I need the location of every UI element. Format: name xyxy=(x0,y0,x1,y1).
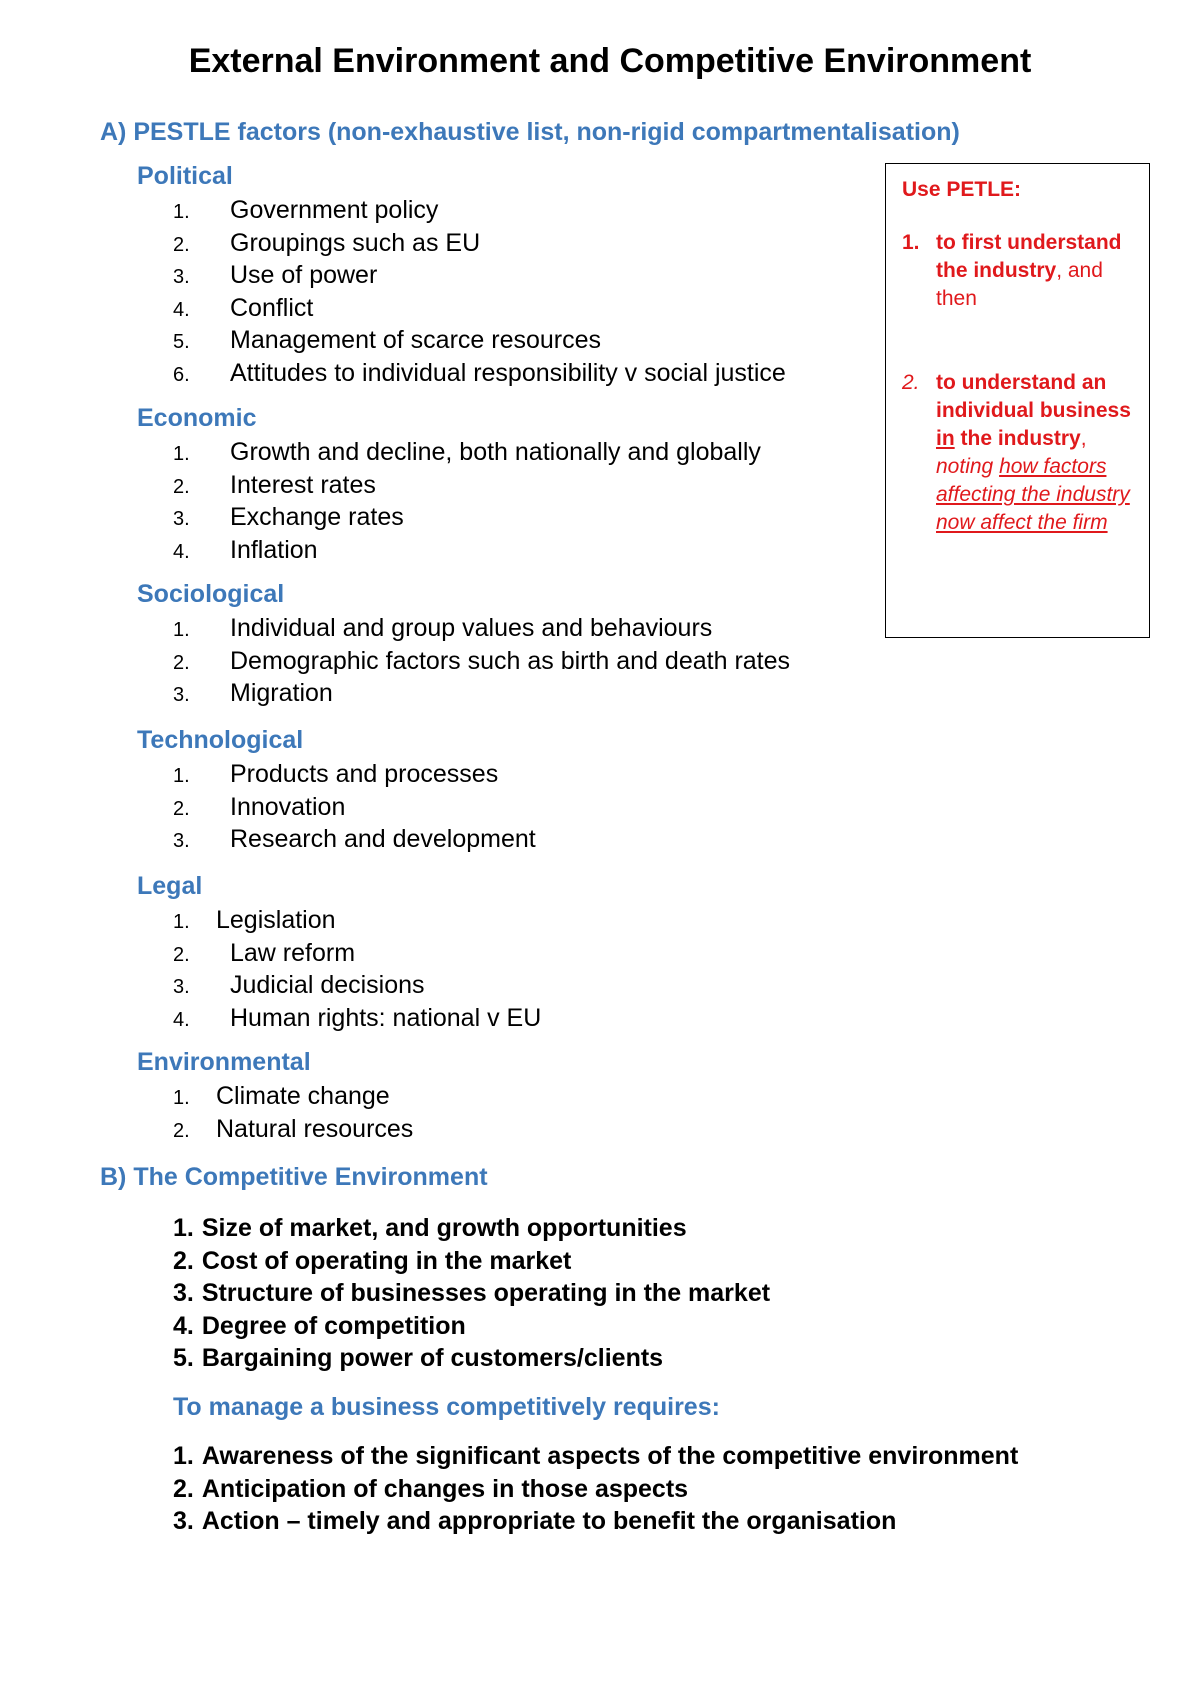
list-item: 2. Anticipation of changes in those aspects xyxy=(173,1474,689,1503)
list-item: 1. Awareness of the significant aspects of the competitive environment xyxy=(173,1442,1019,1470)
list-item: 3. Research and development xyxy=(173,825,536,853)
environmental-list xyxy=(173,1080,414,1145)
list-item: 2. Demographic factors such as birth and death rates xyxy=(173,646,791,675)
list-item: 3. Judicial decisions xyxy=(173,971,425,999)
economic-list xyxy=(173,436,761,566)
list-item: 4. Degree of competition xyxy=(173,1311,466,1340)
list-item: 2. Natural resources xyxy=(173,1114,414,1143)
list-item: 1. Growth and decline, both nationally and globally xyxy=(173,438,761,466)
list-item: 4. Conflict xyxy=(173,293,314,322)
requirements-heading: To manage a business competitively requires: xyxy=(173,1393,720,1421)
list-item: 3. Use of power xyxy=(173,261,378,289)
petle-note-box: Use PETLE: 1. to first understand the industry, and then 2. to understand an individual business in the industry, noting how factors affecting the industry now affect the firm xyxy=(885,163,1150,638)
list-item: 5. Management of scarce resources xyxy=(173,326,602,354)
list-item: 4. Inflation xyxy=(173,535,318,564)
list-item: 3. Migration xyxy=(173,679,333,707)
list-item: 1. Climate change xyxy=(173,1082,390,1110)
list-item: 2. Law reform xyxy=(173,938,356,967)
list-item: 1. Size of market, and growth opportunities xyxy=(173,1214,687,1242)
list-item: 2. Innovation xyxy=(173,792,346,821)
political-list xyxy=(173,194,786,389)
competitive-list xyxy=(173,1212,770,1375)
category-sociological: Sociological xyxy=(137,580,285,608)
list-item: 2. Cost of operating in the market xyxy=(173,1246,572,1275)
legal-list xyxy=(173,904,542,1034)
list-item: 5. Bargaining power of customers/clients xyxy=(173,1344,664,1372)
category-legal: Legal xyxy=(137,872,203,900)
requirements-list xyxy=(173,1440,1018,1538)
category-environmental: Environmental xyxy=(137,1048,311,1076)
list-item: 2. Groupings such as EU xyxy=(173,228,481,257)
list-item: 3. Exchange rates xyxy=(173,503,404,531)
list-item: 3. Structure of businesses operating in the market xyxy=(173,1279,771,1307)
sociological-list xyxy=(173,612,791,710)
list-item: 6. Attitudes to individual responsibility v social justice xyxy=(173,358,786,387)
list-item: 1. Government policy xyxy=(173,196,439,224)
list-item: 4. Human rights: national v EU xyxy=(173,1003,542,1032)
list-item: 2. Interest rates xyxy=(173,470,376,499)
technological-list xyxy=(173,758,536,856)
section-b-heading: B) The Competitive Environment xyxy=(100,1163,488,1191)
list-item: 1. Individual and group values and behaviours xyxy=(173,614,713,642)
category-technological: Technological xyxy=(137,726,304,754)
list-item: 1. Products and processes xyxy=(173,760,499,788)
list-item: 1. Legislation xyxy=(173,906,336,934)
note-heading: Use PETLE: xyxy=(902,178,1022,201)
section-a-heading: A) PESTLE factors (non-exhaustive list, non-rigid compartmentalisation) xyxy=(100,118,960,146)
category-economic: Economic xyxy=(137,404,257,432)
list-item: 3. Action – timely and appropriate to benefit the organisation xyxy=(173,1507,897,1535)
page-title: External Environment and Competitive Environment xyxy=(188,42,1032,80)
category-political: Political xyxy=(137,162,233,190)
